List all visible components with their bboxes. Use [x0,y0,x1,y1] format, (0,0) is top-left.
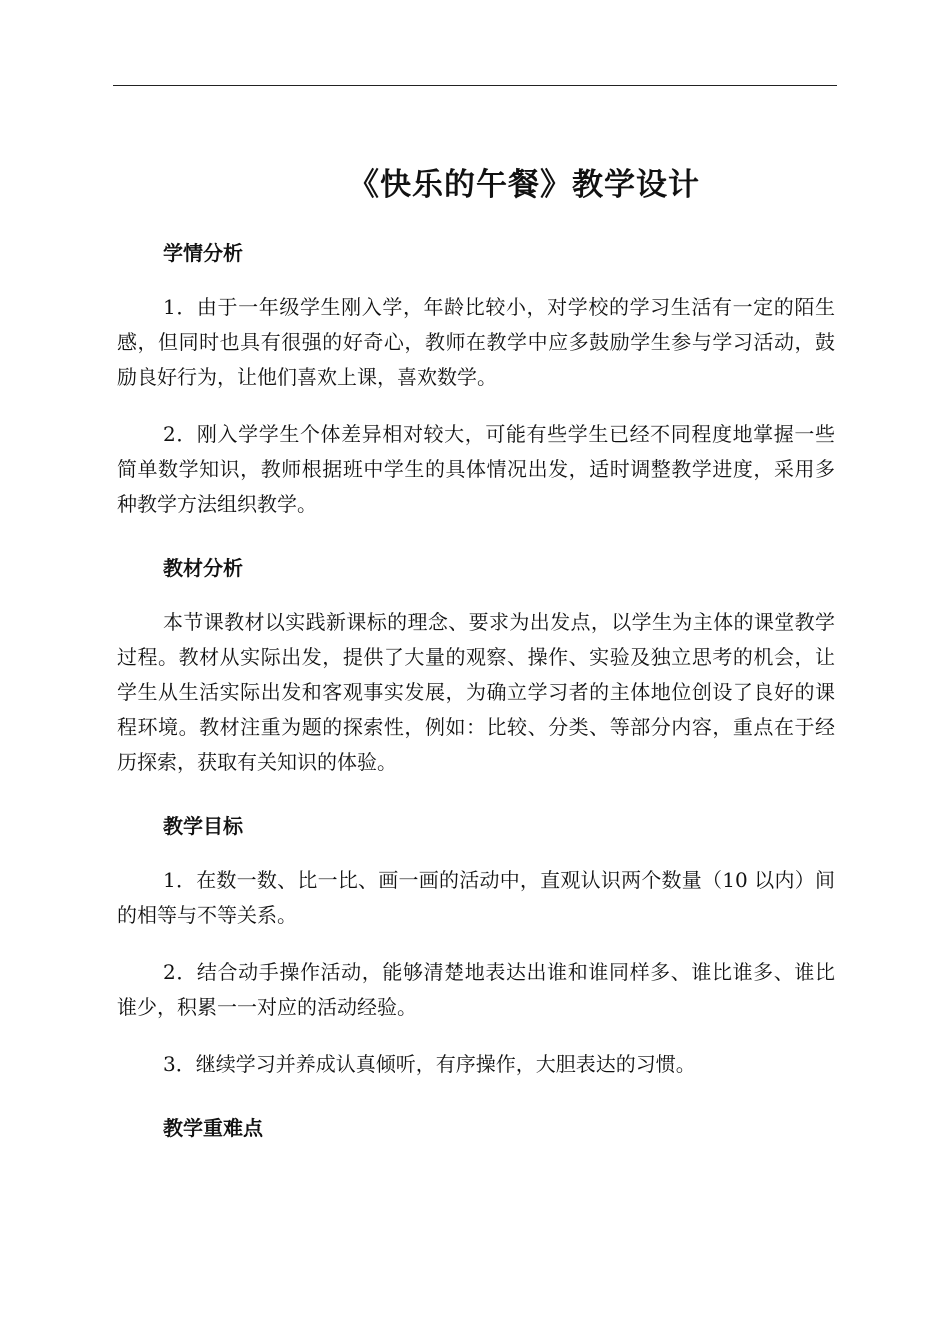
section-heading-material-analysis: 教材分析 [163,556,243,580]
document-title: 《快乐的午餐》教学设计 [348,167,700,203]
document-body [117,160,835,1143]
section-key-points [117,1113,835,1143]
paragraph: 2．刚入学学生个体差异相对较大，可能有些学生已经不同程度地掌握一些简单数学知识，教师根据班中学生的具体情况出发，适时调整教学进度，采用多种教学方法组织教学。 [117,422,835,516]
section-heading-key-points: 教学重难点 [163,1116,263,1140]
paragraph: 1．由于一年级学生刚入学，年龄比较小，对学校的学习生活有一定的陌生感，但同时也具有很强的好奇心，教师在教学中应多鼓励学生参与学习活动，鼓励良好行为，让他们喜欢上课，喜欢数学。 [117,295,835,389]
section-material-analysis [117,553,835,780]
paragraph: 本节课教材以实践新课标的理念、要求为出发点，以学生为主体的课堂教学过程。教材从实际出发，提供了大量的观察、操作、实验及独立思考的机会，让学生从生活实际出发和客观事实发展，为确立学习者的主体地位创设了良好的课程环境。教材注重为题的探索性，例如：比较、分类、等部分内容，重点在于经历探索，获取有关知识的体验。 [117,610,835,774]
paragraph: 1．在数一数、比一比、画一画的活动中，直观认识两个数量（10 以内）间的相等与不等关系。 [117,868,835,927]
section-teaching-goals [117,811,835,1082]
header-rule [113,85,837,86]
paragraph: 3．继续学习并养成认真倾听，有序操作，大胆表达的习惯。 [163,1052,696,1076]
section-student-analysis [117,238,835,522]
section-heading-teaching-goals: 教学目标 [163,814,243,838]
section-heading-student-analysis: 学情分析 [163,241,243,265]
paragraph: 2．结合动手操作活动，能够清楚地表达出谁和谁同样多、谁比谁多、谁比谁少，积累一一对应的活动经验。 [117,960,835,1019]
